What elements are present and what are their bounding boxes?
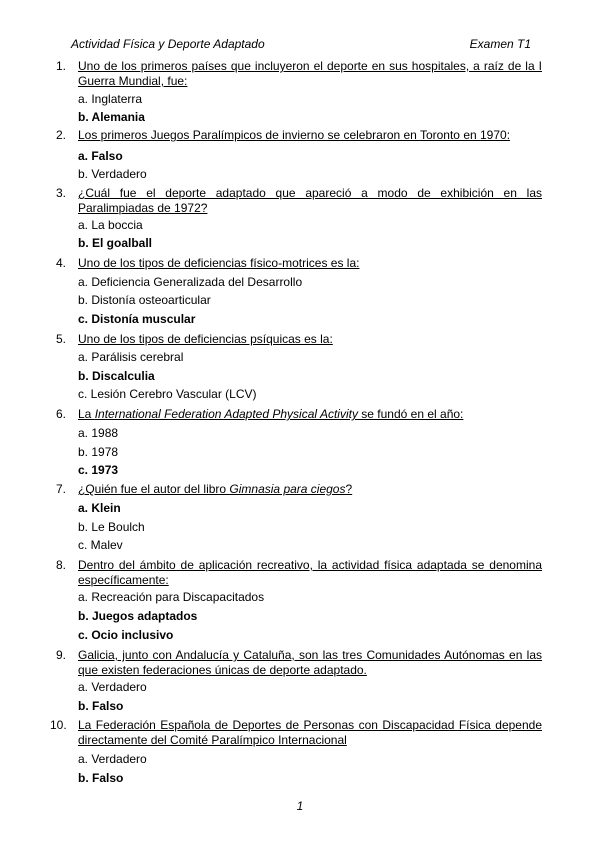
question-text: Dentro del ámbito de aplicación recreativo, la actividad física adaptada se denomina específicamente: xyxy=(78,558,542,587)
option-b: b. Verdadero xyxy=(78,167,147,181)
page-header xyxy=(71,37,531,53)
question-number: 3. xyxy=(56,186,67,200)
question-number: 2. xyxy=(56,128,67,142)
option-a: a. Verdadero xyxy=(78,680,147,694)
option-c-correct: c. 1973 xyxy=(78,463,119,477)
option-c-correct: c. Ocio inclusivo xyxy=(78,628,174,642)
question-number: 9. xyxy=(56,648,67,662)
question-text: La International Federation Adapted Physical Activity se fundó en el año: xyxy=(78,407,464,421)
question-number: 8. xyxy=(56,558,67,572)
question-text: ¿Cuál fue el deporte adaptado que apareció a modo de exhibición en las Paralimpiadas de 1972? xyxy=(78,186,542,215)
question-text: Uno de los primeros países que incluyeron el deporte en sus hospitales, a raíz de la I Guerra Mundial, fue: xyxy=(78,59,542,88)
option-a: a. La boccia xyxy=(78,218,143,232)
option-a-correct: a. Klein xyxy=(78,501,121,515)
option-b-correct: b. Alemania xyxy=(78,110,145,124)
option-a: a. 1988 xyxy=(78,426,119,440)
question-number: 7. xyxy=(56,482,67,496)
question-number: 1. xyxy=(56,59,67,73)
option-b-correct: b. Falso xyxy=(78,699,124,713)
book-title: Gimnasia para ciegos xyxy=(229,482,346,496)
option-b: b. Le Boulch xyxy=(78,520,145,534)
option-a: a. Parálisis cerebral xyxy=(78,350,184,364)
option-b-correct: b. Falso xyxy=(78,771,124,785)
option-c: c. Lesión Cerebro Vascular (LCV) xyxy=(78,387,257,401)
option-a-correct: a. Falso xyxy=(78,149,123,163)
option-b-correct: b. El goalball xyxy=(78,236,153,250)
exam-title: Examen T1 xyxy=(469,37,531,51)
question-text: ¿Quién fue el autor del libro Gimnasia para ciegos? xyxy=(78,482,353,496)
course-title: Actividad Física y Deporte Adaptado xyxy=(71,37,265,51)
page-number: 1 xyxy=(296,799,304,813)
question-text: Galicia, junto con Andalucía y Cataluña, son las tres Comunidades Autónomas en las que existen federaciones únicas de deporte adaptado. xyxy=(78,648,542,677)
question-number: 6. xyxy=(56,407,67,421)
question-number: 5. xyxy=(56,332,67,346)
option-b-correct: b. Juegos adaptados xyxy=(78,609,198,623)
question-number: 10. xyxy=(50,718,67,732)
question-text: Uno de los tipos de deficiencias físico-motrices es la: xyxy=(78,256,360,270)
option-a: a. Recreación para Discapacitados xyxy=(78,590,265,604)
option-c: c. Malev xyxy=(78,538,123,552)
question-text: La Federación Española de Deportes de Personas con Discapacidad Física depende directamente del Comité Paralímpico Internacional xyxy=(78,718,542,747)
question-number: 4. xyxy=(56,256,67,270)
option-a: a. Inglaterra xyxy=(78,92,143,106)
question-text: Uno de los tipos de deficiencias psíquicas es la: xyxy=(78,332,333,346)
option-a: a. Verdadero xyxy=(78,752,147,766)
option-a: a. Deficiencia Generalizada del Desarrollo xyxy=(78,275,303,289)
journal-name: International Federation Adapted Physical Activity xyxy=(94,407,358,421)
option-b: b. 1978 xyxy=(78,445,119,459)
option-c-correct: c. Distonía muscular xyxy=(78,312,196,326)
question-text: Los primeros Juegos Paralímpicos de invierno se celebraron en Toronto en 1970: xyxy=(78,128,511,142)
option-b: b. Distonía osteoarticular xyxy=(78,293,211,307)
option-b-correct: b. Discalculia xyxy=(78,369,155,383)
